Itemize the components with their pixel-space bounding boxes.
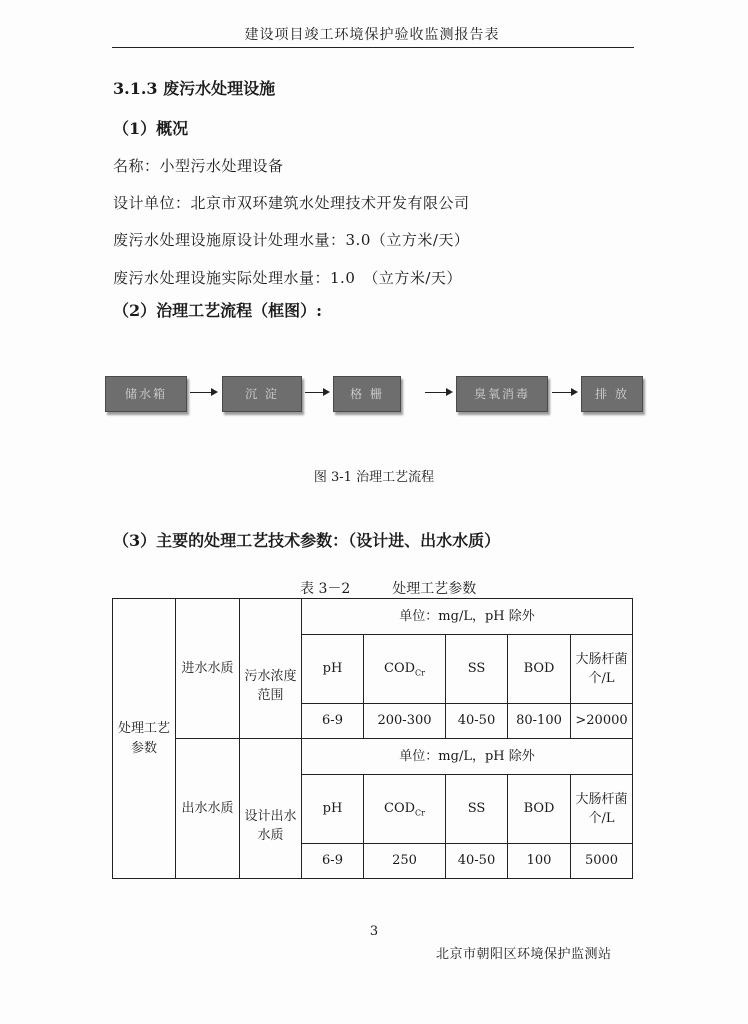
flow-step-ozone-disinfection: 臭氧消毒 <box>456 376 548 412</box>
equipment-name: 名称：小型污水处理设备 <box>113 157 284 175</box>
inflow-unit-note: 单位：mg/L，pH 除外 <box>302 599 633 635</box>
outflow-unit-note: 单位：mg/L，pH 除外 <box>302 739 633 775</box>
outflow-coliform: 5000 <box>571 844 633 879</box>
header-divider <box>112 47 634 48</box>
table-title: 处理工艺参数 <box>392 581 477 597</box>
flow-arrow <box>425 392 451 393</box>
table-caption <box>300 578 476 598</box>
flow-step-discharge: 排 放 <box>581 376 643 412</box>
actual-capacity: 废污水处理设施实际处理水量：1.0 （立方米/天） <box>113 269 462 287</box>
design-capacity: 废污水处理设施原设计处理水量：3.0（立方米/天） <box>113 231 470 249</box>
outflow-label: 出水水质 <box>176 739 240 879</box>
page-header: 建设项目竣工环境保护验收监测报告表 <box>244 27 500 43</box>
col-ph: pH <box>302 635 364 704</box>
section-title: 3.1.3 废污水处理设施 <box>113 79 276 98</box>
group-label-cell: 处理工艺参数 <box>113 599 176 879</box>
col-ph: pH <box>302 775 364 844</box>
col-ss: SS <box>446 635 508 704</box>
outflow-cod: 250 <box>364 844 446 879</box>
col-bod: BOD <box>508 635 571 704</box>
inflow-coliform: >20000 <box>571 704 633 739</box>
design-unit: 设计单位：北京市双环建筑水处理技术开发有限公司 <box>113 194 470 212</box>
col-cod: $COD_{Cr}$ <box>364 635 446 704</box>
inflow-label: 进水水质 <box>176 599 240 739</box>
flow-arrow <box>552 392 576 393</box>
footer-organization: 北京市朝阳区环境保护监测站 <box>436 947 612 962</box>
overview-heading: （1）概况 <box>113 119 189 138</box>
process-parameters-table <box>112 598 633 879</box>
params-heading: （3）主要的处理工艺技术参数：（设计进、出水水质） <box>113 531 501 550</box>
col-ss: SS <box>446 775 508 844</box>
col-bod: BOD <box>508 775 571 844</box>
outflow-ph: 6-9 <box>302 844 364 879</box>
flow-step-grating: 格 栅 <box>333 376 401 412</box>
inflow-cod: 200-300 <box>364 704 446 739</box>
flow-arrow <box>305 392 328 393</box>
outflow-bod: 100 <box>508 844 571 879</box>
table-number: 表 3－2 <box>300 581 351 597</box>
inflow-ss: 40-50 <box>446 704 508 739</box>
outflow-sublabel: 设计出水水质 <box>240 775 302 879</box>
flow-heading: （2）治理工艺流程（框图）: <box>113 301 323 320</box>
col-coliform: 大肠杆菌个/L <box>571 635 633 704</box>
inflow-sublabel: 污水浓度范围 <box>240 635 302 739</box>
outflow-ss: 40-50 <box>446 844 508 879</box>
col-coliform: 大肠杆菌个/L <box>571 775 633 844</box>
inflow-bod: 80-100 <box>508 704 571 739</box>
flow-arrow <box>190 392 216 393</box>
inflow-ph: 6-9 <box>302 704 364 739</box>
flow-step-sedimentation: 沉 淀 <box>222 376 302 412</box>
figure-caption: 图 3-1 治理工艺流程 <box>313 470 435 485</box>
page-number: 3 <box>369 924 379 939</box>
col-cod: $COD_{Cr}$ <box>364 775 446 844</box>
flow-step-storage-tank: 储水箱 <box>105 376 187 412</box>
